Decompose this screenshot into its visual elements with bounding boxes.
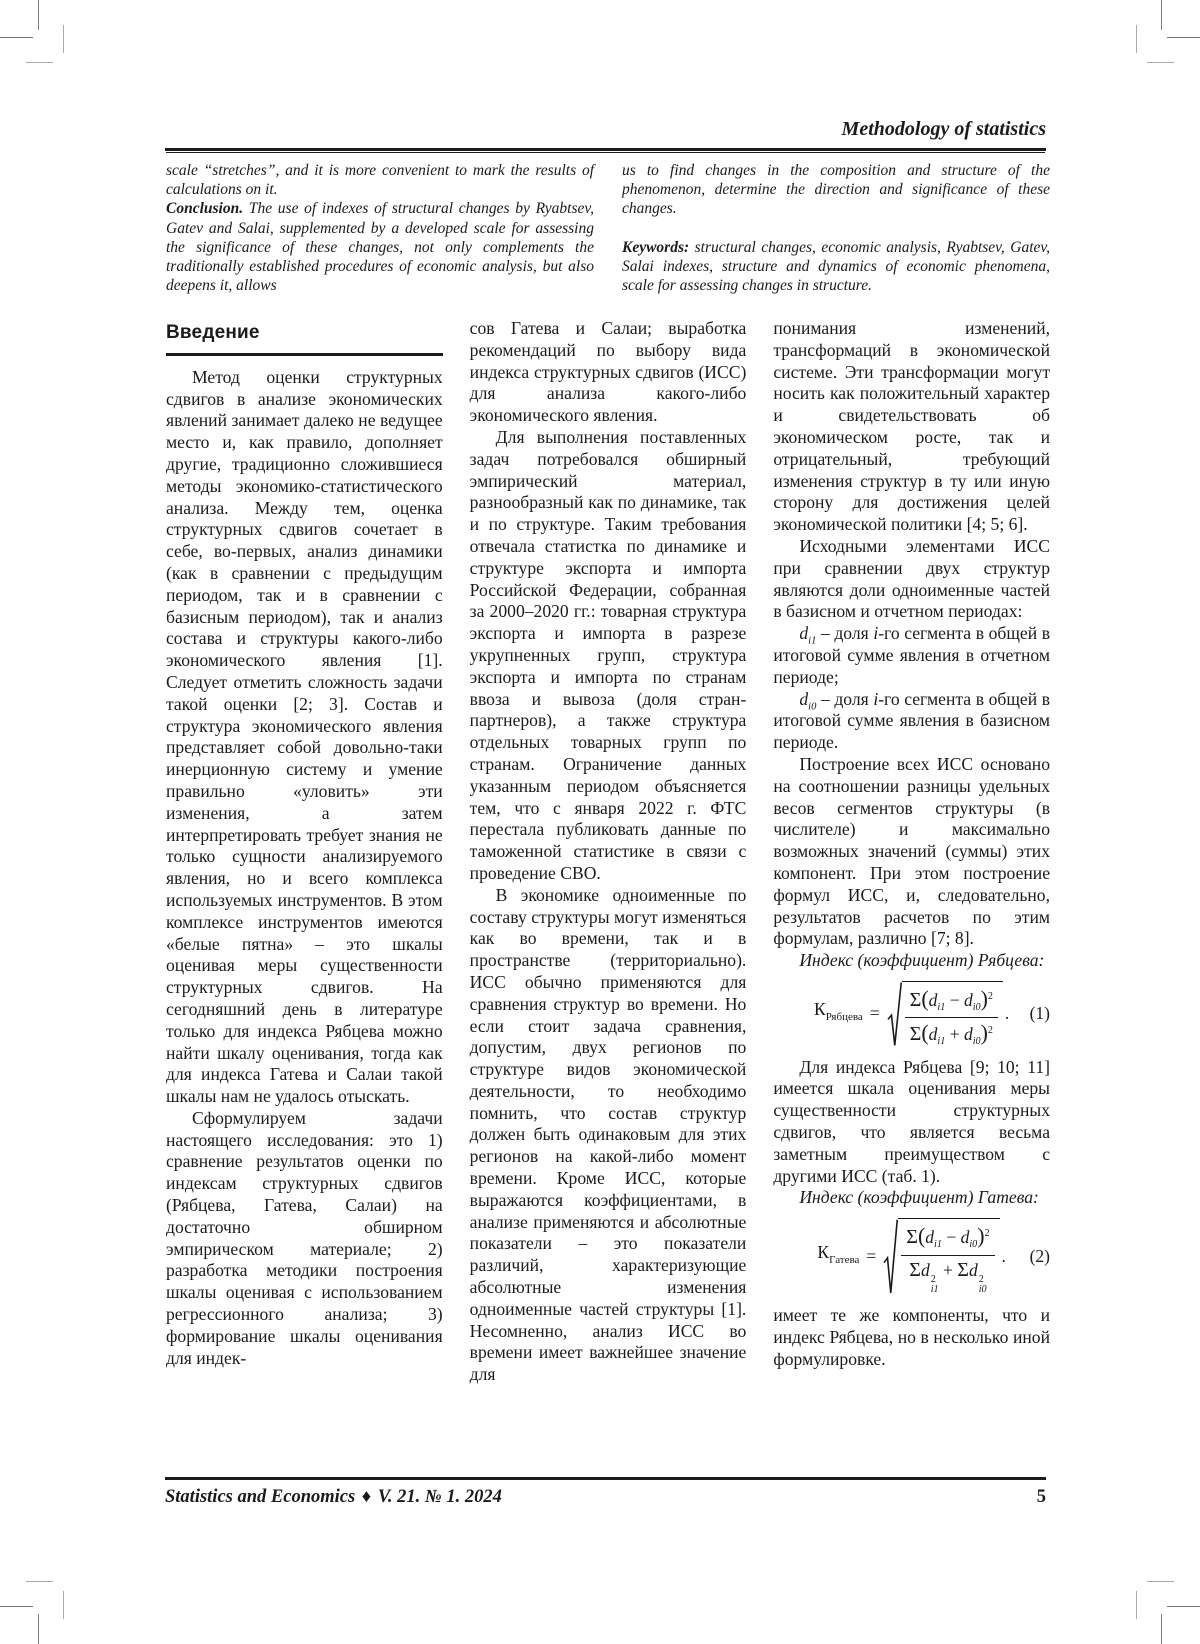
radical-icon — [887, 981, 902, 1048]
abstract-english — [166, 161, 1050, 295]
running-header: Methodology of statistics — [841, 118, 1046, 140]
radical-icon — [883, 1218, 898, 1296]
body-paragraph: Исходными элементами ИСС при сравнении двух структур являются доли одноименные частей в базисном и отчетном периодах: — [773, 535, 1051, 622]
footer-rule — [165, 1477, 1046, 1480]
definition-text: -го сегмента в общей в итоговой сумме явления в отчетном периоде; — [773, 623, 1051, 687]
d-symbol: d — [928, 1024, 938, 1045]
formula-lhs — [817, 1242, 859, 1272]
keywords-text: structural changes, economic analysis, Ryabtsev, Gatev, Salai indexes, structure and dynamics of economic phenomena, scale for assessing changes in structure. — [622, 238, 1050, 295]
formula-lhs — [814, 999, 863, 1029]
fraction-denominator — [910, 1018, 993, 1047]
squared-exponent: 2 — [987, 990, 993, 1002]
d-subscript: i1 — [937, 1001, 946, 1013]
article-body — [166, 318, 1050, 1386]
fraction-denominator — [909, 1256, 986, 1296]
sigma-symbol: Σ — [957, 1258, 969, 1281]
equation-number: (1) — [1029, 1003, 1051, 1024]
body-paragraph: Построение всех ИСС основано на соотношении разницы удельных весов сегментов структуры (в числителе) и максимально возможных значений (суммы) этих компонент. При этом построение формул ИСС, и, следовательно, результатов расчетов по этим формулам, различно [7; 8]. — [773, 753, 1051, 949]
k-subscript: Рябцева — [825, 1011, 863, 1024]
formula-period: . — [1001, 1246, 1006, 1267]
body-column-2 — [470, 318, 747, 1386]
abstract-paragraph: us to find changes in the composition and structure of the phenomenon, determine the direction and significance of these changes. — [622, 162, 1050, 218]
d-subscript: i0 — [969, 1239, 978, 1251]
d-symbol: d — [920, 1259, 930, 1280]
d-subscript: i1 — [808, 635, 817, 647]
header-rule — [165, 148, 1046, 151]
sigma-symbol: Σ — [906, 1226, 919, 1249]
section-heading-introduction: Введение — [166, 318, 443, 356]
definition-dash: – доля — [816, 688, 874, 709]
definition-dash: – доля — [816, 623, 874, 644]
body-paragraph: Для индекса Рябцева [9; 10; 11] имеется шкала оценивания меры существенности структурных сдвигов, что является весьма заметным преимуществом с другими ИСС (таб. 1). — [773, 1056, 1051, 1186]
squared-exponent: 2 — [930, 1273, 936, 1285]
i-symbol: i — [873, 688, 879, 709]
fraction-numerator — [905, 986, 998, 1018]
sigma-symbol: Σ — [909, 1258, 921, 1281]
abstract-right-column — [622, 161, 1050, 295]
sigma-symbol: Σ — [909, 988, 922, 1011]
close-paren: ) — [980, 1021, 988, 1046]
d-subscript: i1 — [937, 1036, 946, 1048]
d-sup-sub-stack — [931, 1275, 939, 1296]
d-subscript: i0 — [972, 1036, 981, 1048]
d-subscript: i1 — [934, 1239, 942, 1251]
d-symbol: d — [799, 688, 809, 709]
page-number: 5 — [1036, 1487, 1046, 1507]
crop-mark — [63, 1591, 64, 1619]
crop-mark — [1136, 1591, 1137, 1619]
fraction — [901, 1223, 994, 1296]
keywords-label: Keywords: — [622, 238, 690, 256]
k-subscript: Гатева — [829, 1254, 860, 1267]
plus-sign: + — [949, 1024, 960, 1045]
crop-mark — [1147, 1581, 1174, 1582]
d-sup-sub-stack — [979, 1275, 987, 1296]
abstract-conclusion — [166, 199, 594, 295]
open-paren: ( — [921, 986, 929, 1011]
minus-sign: − — [946, 1227, 957, 1248]
body-column-1 — [166, 318, 443, 1386]
d-subscript: i0 — [978, 1284, 987, 1296]
formula-period: . — [1004, 1003, 1010, 1024]
body-paragraph: сов Гатева и Салаи; выработка рекомендаций по выбору вида индекса структурных сдвигов (ИСС) для анализа какого-либо экономического явления. — [469, 318, 747, 426]
formula-ryabtsev — [773, 981, 1050, 1048]
crop-mark — [26, 1581, 53, 1582]
squared-exponent: 2 — [987, 1025, 993, 1037]
minus-sign: − — [949, 989, 960, 1010]
definition-d-i0 — [773, 689, 1050, 754]
abstract-keywords — [622, 238, 1050, 296]
d-subscript: i0 — [972, 1001, 981, 1013]
crop-mark — [38, 1614, 39, 1644]
k-symbol: К — [814, 999, 826, 1020]
body-paragraph: понимания изменений, трансформаций в экономической системе. Эти трансформации могут носить как положительный характер и свидетельствовать об экономическом росте, так и отрицательный, требующий изменения структур в ту или иную сторону для достижения целей экономической политики [4; 5; 6]. — [773, 318, 1051, 535]
close-paren: ) — [980, 986, 988, 1011]
d-symbol: d — [928, 989, 938, 1010]
open-paren: ( — [918, 1224, 926, 1249]
paragraph-spacer — [622, 219, 1050, 238]
radical-bar — [902, 981, 1003, 1048]
issue-info: V. 21. № 1. 2024 — [377, 1487, 502, 1507]
crop-mark — [1167, 1606, 1200, 1607]
body-paragraph: Для выполнения поставленных задач потребовался обширный эмпирический материал, разнообразный как по динамике, так и по структуре. Таким требования отвечала статистка по динамике и структуре экспорта и импорта Российской Федерации, собранная за 2000–2020 гг.: товарная структура экспорта и импорта в разрезе укрупненных групп, структура экспорта и импорта по странам ввоза и вывоза (доля стран-партнеров), а также структура отдельных товарных групп по странам. Ограничение данных указанным периодом объясняется тем, что с января 2022 г. ФТС перестала публиковать данные по таможенной статистике в связи с проведение СВО. — [469, 426, 747, 883]
square-root — [883, 1218, 999, 1296]
close-paren: ) — [977, 1224, 985, 1249]
definition-text: -го сегмента в общей в итоговой сумме явления в базисном периоде. — [773, 688, 1051, 753]
fraction-numerator — [901, 1223, 994, 1255]
crop-mark — [1136, 25, 1137, 53]
crop-mark — [0, 37, 33, 38]
crop-mark — [26, 62, 53, 63]
d-subscript: i0 — [808, 701, 817, 713]
squared-exponent: 2 — [984, 1228, 990, 1240]
body-paragraph: В экономике одноименные по составу структуры могут изменяться как во времени, так и в пространстве (территориально). ИСС обычно применяются для сравнения структур во времени. Но если стоит задача сравнения, допустим, двух регионов по структуре видов экономической деятельности, то необходимо помнить, что состав структур должен быть одинаковым для этих регионов на какой-либо момент времени. Кроме ИСС, которые выражаются коэффициентами, в анализе применяются и абсолютные показатели – это показатели различий, характеризующие абсолютные изменения одноименные частей структуры [1]. Несомненно, анализ ИСС во времени имеет важнейшее значение для — [469, 884, 747, 1385]
d-symbol: d — [799, 623, 809, 644]
i-symbol: i — [873, 623, 879, 644]
d-symbol: d — [925, 1227, 935, 1248]
k-symbol: К — [817, 1242, 830, 1263]
d-symbol: d — [963, 1024, 973, 1045]
body-paragraph: Сформулируем задачи настоящего исследования: это 1) сравнение результатов оценки по индексам структурных сдвигов (Рябцева, Гатева, Салаи) на достаточно обширном эмпирическом материале; 2) разработка методики построения шкалы оценивая с использованием регрессионного анализа; 3) формирование шкалы оценивания для индек- — [166, 1107, 443, 1368]
body-column-3 — [773, 318, 1050, 1386]
journal-citation — [165, 1487, 502, 1508]
equation-number: (2) — [1029, 1246, 1051, 1267]
crop-mark — [1167, 37, 1200, 38]
equals-sign: = — [869, 1003, 880, 1024]
page-footer — [165, 1487, 1046, 1508]
abstract-paragraph: scale “stretches”, and it is more convenient to mark the results of calculations on it. — [166, 162, 594, 199]
definition-d-i1 — [773, 623, 1050, 688]
open-paren: ( — [921, 1021, 929, 1046]
conclusion-text: The use of indexes of structural changes by Ryabtsev, Gatev and Salai, supplemented by a developed scale for assessing the significance of these changes, not only complements the traditionally established procedures of economic analysis, but also deepens it, allows — [166, 200, 594, 295]
radical-bar — [898, 1218, 999, 1296]
d-symbol: d — [968, 1259, 978, 1280]
body-paragraph: Метод оценки структурных сдвигов в анализе экономических явлений занимает далеко не ведущее место и, как правило, дополняет другие, традиционно сложившиеся методы экономико-статистического анализа. Между тем, оценка структурных сдвигов сочетает в себе, во-первых, анализ динамики (как в сравнении с предыдущим периодом, так и в сравнении с базисным периодом), так и анализ состава и структуры какого-либо экономического явления [1]. Следует отметить сложность задачи такой оценки [2; 3]. Состав и структура экономического явления представляет собой довольно-таки инерционную систему и умение правильно «уловить» эти изменения, а затем интерпретировать требует знания не только сущности анализируемого явления, но и всего комплекса используемых инструментов. В этом комплексе инструментов имеются «белые пятна» – это шкалы оценивая меры существенности структурных сдвигов. На сегодняшний день в литературе только для индекса Рябцева можно найти шкалу оценивания, тогда как для индекса Гатева и Салаи такой шкалы нам не удалось отыскать. — [166, 366, 443, 1107]
crop-mark — [38, 0, 39, 30]
d-subscript: i1 — [930, 1284, 939, 1296]
journal-name: Statistics and Economics — [165, 1487, 356, 1507]
diamond-icon: ♦ — [361, 1487, 372, 1507]
square-root — [887, 981, 1003, 1048]
abstract-left-column — [166, 161, 594, 295]
crop-mark — [63, 25, 64, 53]
squared-exponent: 2 — [978, 1273, 984, 1285]
crop-mark — [1147, 62, 1174, 63]
plus-sign: + — [942, 1259, 953, 1280]
fraction — [905, 986, 998, 1048]
d-symbol: d — [963, 989, 973, 1010]
index-gatev-lead: Индекс (коэффициент) Гатева: — [799, 1187, 1039, 1208]
index-ryabtsev-lead: Индекс (коэффициент) Рябцева: — [799, 950, 1045, 971]
equals-sign: = — [866, 1246, 877, 1267]
crop-mark — [0, 1606, 33, 1607]
formula-gatev — [773, 1218, 1050, 1296]
crop-mark — [1161, 0, 1162, 30]
conclusion-label: Conclusion. — [166, 200, 244, 218]
d-symbol: d — [960, 1227, 970, 1248]
sigma-symbol: Σ — [909, 1023, 922, 1046]
crop-mark — [1161, 1614, 1162, 1644]
body-paragraph: имеет те же компоненты, что и индекс Рябцева, но в несколько иной формулировке. — [773, 1304, 1051, 1369]
